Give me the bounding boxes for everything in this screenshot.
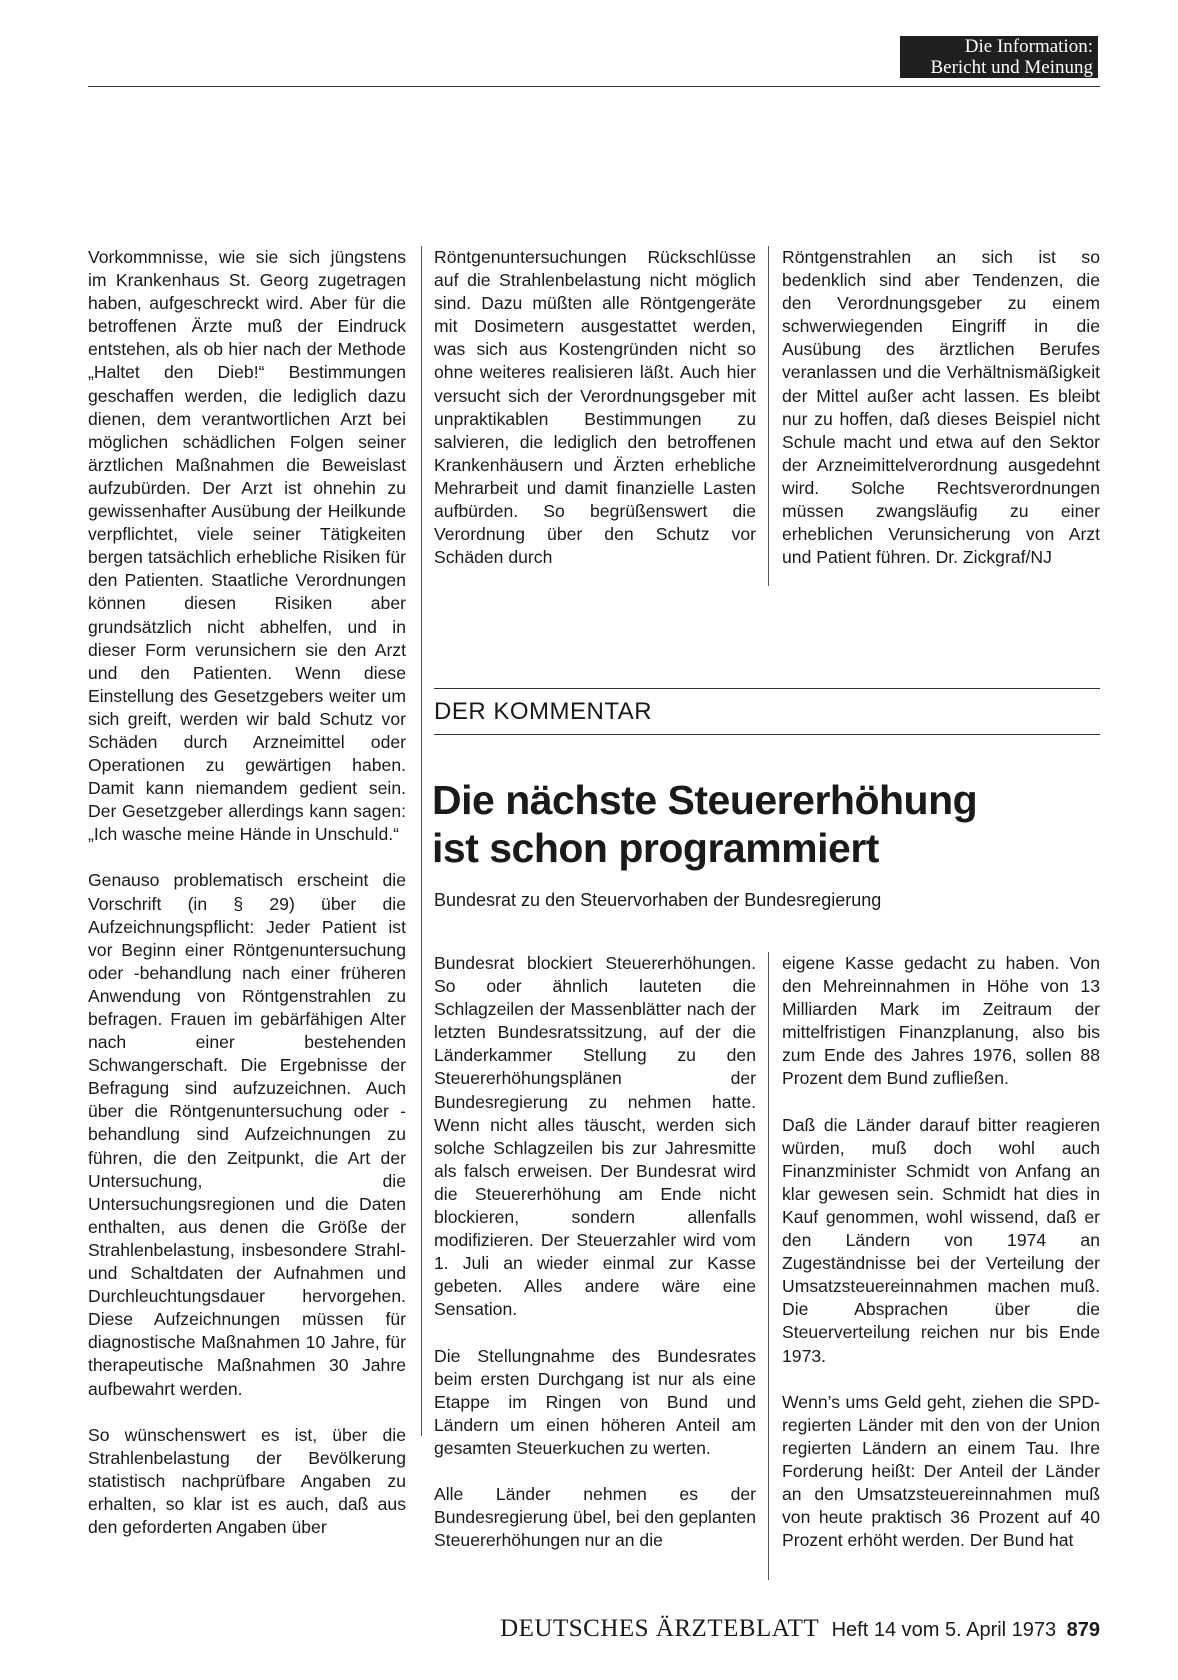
paragraph: So wünschenswert es ist, über die Strahlenbelastung der Bevölkerung statistisch nachprüfbare Angaben zu erhalten, so klar ist es auch, daß aus den geforderten Angaben über [88,1424,406,1537]
badge-line-2: Bericht und Meinung [930,57,1093,78]
paragraph: Alle Länder nehmen es der Bundesregierung übel, bei den geplanten Steuererhöhungen nur an die [434,1483,756,1551]
header-rule [88,86,1100,87]
column-2 [434,246,756,569]
column-3 [782,246,1100,569]
column-5 [782,952,1100,1552]
publication-name: DEUTSCHES ÄRZTEBLATT [500,1615,820,1642]
badge-line-1: Die Information: [964,36,1093,57]
paragraph: Bundesrat blockiert Steuererhöhungen. So oder ähnlich lauteten die Schlagzeilen der Massenblätter nach der letzten Bundesratssitzung, auf der die Länderkammer Stellung zu den Steuererhöhungsplänen der Bundesregierung zu nehmen hatte. Wenn nicht alles täuscht, werden sich solche Schlagzeilen bis zur Jahresmitte als falsch erweisen. Der Bundesrat wird die Steuererhöhung am Ende nicht blockieren, sondern allenfalls modifizieren. Der Steuerzahler wird vom 1. Juli an wieder einmal zur Kasse gebeten. Alles andere wäre eine Sensation. [434,953,756,1320]
issue-info: Heft 14 vom 5. April 1973 [831,1619,1057,1641]
section-rule-top [434,688,1100,689]
paragraph: Genauso problematisch erscheint die Vorschrift (in § 29) über die Aufzeichnungspflicht: Jeder Patient ist vor Beginn einer Röntgenuntersuchung oder -behandlung nach einer früheren Anwendung von Röntgenstrahlen zu befragen. Frauen im gebärfähigen Alter nach einer bestehenden Schwangerschaft. Die Ergebnisse der Befragung sind aufzuzeichnen. Auch über die Röntgenuntersuchung oder -behandlung sind Aufzeichnungen zu führen, die den Zeitpunkt, die Art der Untersuchung, die Untersuchungsregionen und die Daten enthalten, aus denen die Größe der Strahlenbelastung, insbesondere Strahl- und Schaltdaten der Aufnahmen und Durchleuchtungsdauer hervorgehen. Diese Aufzeichnungen müssen für diagnostische Maßnahmen 10 Jahre, für therapeutische Maßnahmen 30 Jahre aufbewahrt werden. [88,870,406,1399]
paragraph: Wenn’s ums Geld geht, ziehen die SPD-regierten Länder mit den von der Union regierten Ländern an einem Tau. Ihre Forderung heißt: Der Anteil der Länder an den Umsatzsteuereinnahmen muß von heute praktisch 36 Prozent auf 40 Prozent erhöht werden. Der Bund hat [782,1391,1100,1551]
section-badge [900,36,1098,78]
paragraph: Die Stellungnahme des Bundesrates beim ersten Durchgang ist nur als eine Etappe im Ringen von Bund und Ländern um einen höheren Anteil am gesamten Steuerkuchen zu werten. [434,1345,756,1458]
column-4 [434,952,756,1552]
section-rule-bottom [434,734,1100,735]
column-1 [88,246,406,1539]
section-label: DER KOMMENTAR [434,698,653,725]
paragraph: Daß die Länder darauf bitter reagieren würden, muß doch wohl auch Finanzminister Schmidt von Anfang an klar gewesen sein. Schmidt hat dies in Kauf genommen, wohl wissend, daß er den Ländern von 1974 an Zugeständnisse bei der Verteilung der Umsatzsteuereinnahmen machen muß. Die Absprachen über die Steuerverteilung reichen nur bis Ende 1973. [782,1114,1100,1366]
page-number: 879 [1066,1619,1100,1641]
paragraph: eigene Kasse gedacht zu haben. Von den Mehreinnahmen in Höhe von 13 Milliarden Mark im Zeitraum der mittelfristigen Finanzplanung, also bis zum Ende des Jahres 1976, sollen 88 Prozent dem Bund zufließen. [782,953,1100,1089]
headline-line-2: ist schon programmiert [432,825,879,871]
page-footer [496,1615,1100,1643]
paragraph: Röntgenuntersuchungen Rückschlüsse auf die Strahlenbelastung nicht möglich sind. Dazu müßten alle Röntgengeräte mit Dosimetern ausgestattet werden, was sich aus Kostengründen nicht so ohne weiteres realisieren läßt. Auch hier versucht sich der Verordnungsgeber mit unpraktikablen Bestimmungen zu salvieren, die lediglich den betroffenen Krankenhäusern und Ärzten erhebliche Mehrarbeit und damit finanzielle Lasten aufbürden. So begrüßenswert die Verordnung über den Schutz vor Schäden durch [434,247,756,568]
paragraph: Vorkommnisse, wie sie sich jüngstens im Krankenhaus St. Georg zugetragen haben, aufgeschreckt wird. Aber für die betroffenen Ärzte muß der Eindruck entstehen, als ob hier nach der Methode „Haltet den Dieb!“ Bestimmungen geschaffen werden, die lediglich dazu dienen, dem verantwortlichen Arzt bei möglichen schädlichen Folgen seiner ärztlichen Maßnahmen die Beweislast aufzubürden. Der Arzt ist ohnehin zu gewissenhafter Ausübung der Heilkunde verpflichtet, viele seiner Tätigkeiten bergen tatsächlich erhebliche Risiken für den Patienten. Staatliche Verordnungen können diesen Risiken aber grundsätzlich nicht abhelfen, und in dieser Form verunsichern sie den Arzt und den Patienten. Wenn diese Einstellung des Gesetzgebers weiter um sich greift, werden wir bald Schutz vor Schäden durch Arzneimittel oder Operationen zu gewärtigen haben. Damit kann niemandem gedient sein. Der Gesetzgeber allerdings kann sagen: „Ich wasche meine Hände in Unschuld.“ [88,247,406,845]
article-subheadline: Bundesrat zu den Steuervorhaben der Bundesregierung [434,890,882,910]
article-headline [432,776,1102,872]
column-divider [768,952,769,1580]
paragraph: Röntgenstrahlen an sich ist so bedenklich sind aber Tendenzen, die den Verordnungsgeber zu einem schwerwiegenden Eingriff in die Ausübung des ärztlichen Berufes veranlassen und die Verhältnismäßigkeit der Mittel außer acht lassen. Es bleibt nur zu hoffen, daß dieses Beispiel nicht Schule macht und etwa auf den Sektor der Arzneimittelverordnung ausgedehnt wird. Solche Rechtsverordnungen müssen zwangsläufig zu einer erheblichen Verunsicherung von Arzt und Patient führen. Dr. Zickgraf/NJ [782,247,1100,568]
column-divider [421,246,422,1436]
column-divider [768,246,769,586]
headline-line-1: Die nächste Steuererhöhung [432,777,978,823]
